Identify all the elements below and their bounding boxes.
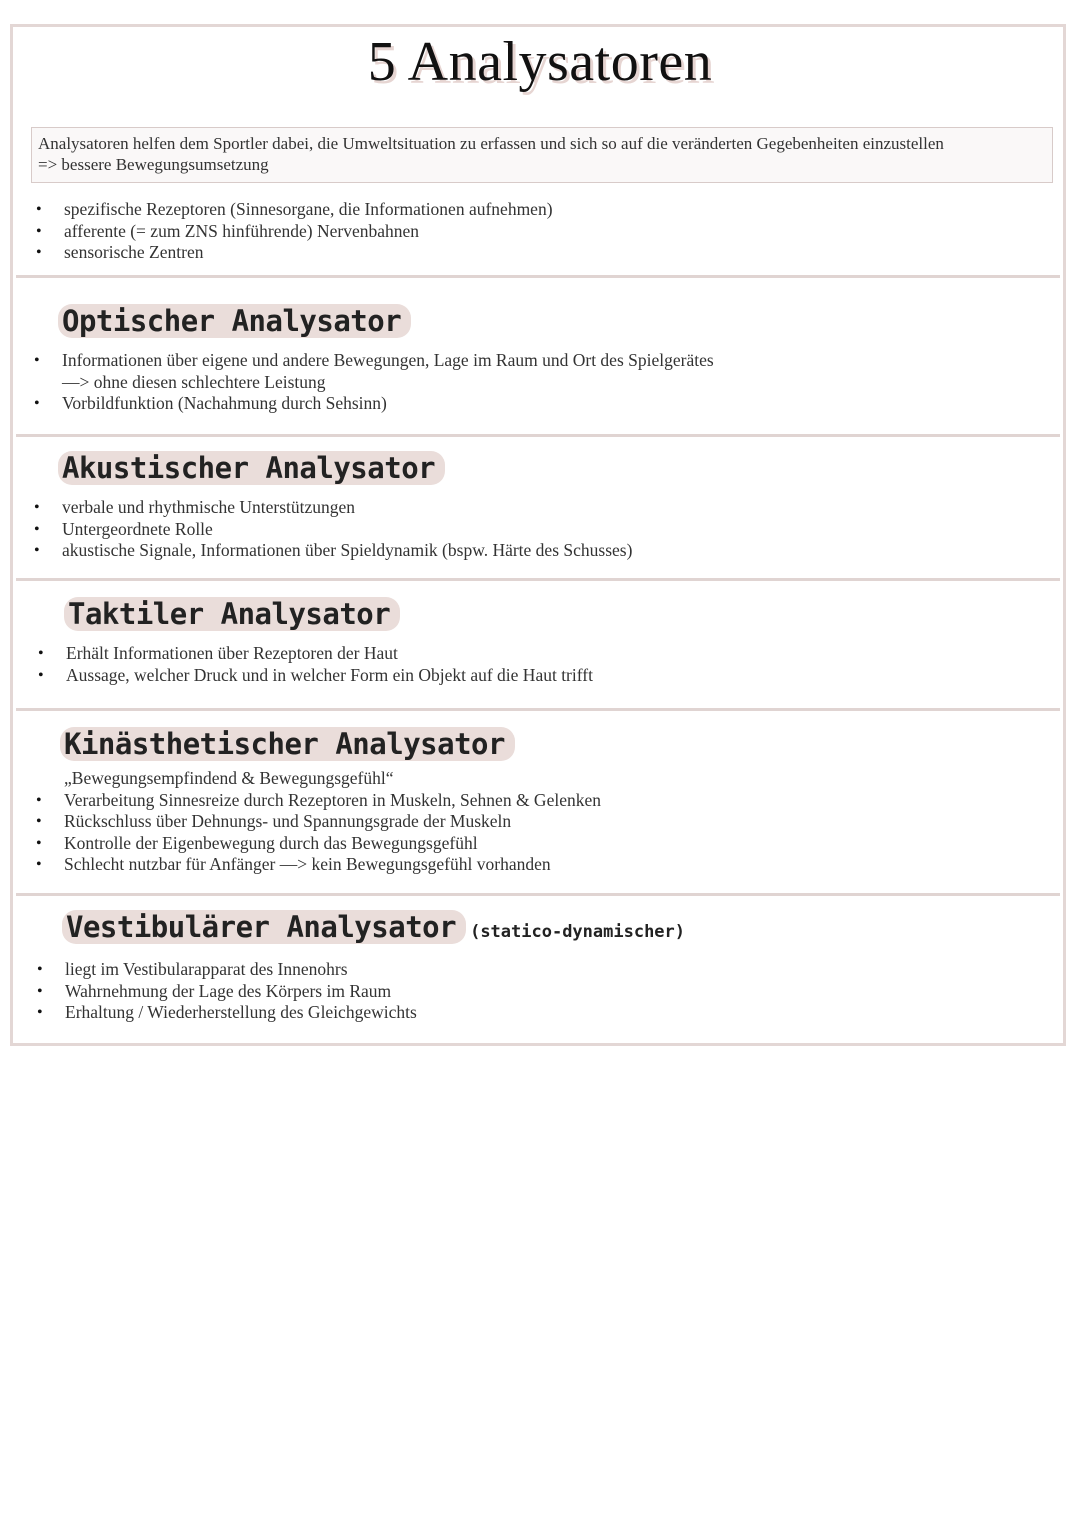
heading-label: Optischer Analysator	[58, 304, 411, 338]
list-item: • sensorische Zentren	[36, 242, 553, 264]
list-item: „Bewegungsempfindend & Bewegungsgefühl“	[64, 768, 394, 788]
list-item: • Informationen über eigene und andere Bewegungen, Lage im Raum und Ort des Spielgerätes	[34, 350, 714, 372]
list-item: • Erhält Informationen über Rezeptoren der Haut	[38, 643, 593, 665]
section-divider	[16, 275, 1060, 278]
optisch-list	[34, 350, 714, 415]
list-item: • Erhaltung / Wiederherstellung des Gleichgewichts	[37, 1002, 417, 1024]
akustisch-list	[34, 497, 632, 562]
list-item: • Aussage, welcher Druck und in welcher Form ein Objekt auf die Haut trifft	[38, 665, 593, 687]
heading-label: Akustischer Analysator	[58, 451, 445, 485]
section-heading-optisch	[58, 304, 411, 338]
list-item: • Wahrnehmung der Lage des Körpers im Raum	[37, 981, 417, 1003]
list-item: • Untergeordnete Rolle	[34, 519, 632, 541]
kinaesthetisch-list	[36, 768, 601, 876]
heading-subtitle: (statico-dynamischer)	[470, 922, 686, 942]
list-item: • Verarbeitung Sinnesreize durch Rezeptoren in Muskeln, Sehnen & Gelenken	[36, 790, 601, 812]
intro-line-1: Analysatoren helfen dem Sportler dabei, die Umweltsituation zu erfassen und sich so auf die veränderten Gegebenheiten einzustellen	[38, 134, 944, 153]
section-heading-vestibulaer	[62, 910, 685, 944]
list-item: • Rückschluss über Dehnungs- und Spannungsgrade der Muskeln	[36, 811, 601, 833]
list-item: • spezifische Rezeptoren (Sinnesorgane, die Informationen aufnehmen)	[36, 199, 553, 221]
list-item: • Schlecht nutzbar für Anfänger —> kein Bewegungsgefühl vorhanden	[36, 854, 601, 876]
heading-label: Kinästhetischer Analysator	[60, 727, 515, 761]
list-item: • liegt im Vestibularapparat des Innenohrs	[37, 959, 417, 981]
section-divider	[16, 578, 1060, 581]
list-item: • Vorbildfunktion (Nachahmung durch Sehsinn)	[34, 393, 714, 415]
section-heading-kinaesthetisch	[60, 727, 515, 761]
list-item: • verbale und rhythmische Unterstützungen	[34, 497, 632, 519]
list-item: —> ohne diesen schlechtere Leistung	[62, 371, 326, 392]
intro-line-2: => bessere Bewegungsumsetzung	[38, 155, 269, 174]
section-divider	[16, 893, 1060, 896]
section-heading-akustisch	[58, 451, 445, 485]
list-item: • akustische Signale, Informationen über Spieldynamik (bspw. Härte des Schusses)	[34, 540, 632, 562]
page-title: 5 Analysatoren	[367, 31, 713, 93]
list-item: • afferente (= zum ZNS hinführende) Nervenbahnen	[36, 221, 553, 243]
heading-label: Vestibulärer Analysator	[62, 910, 466, 944]
components-list	[36, 199, 553, 264]
vestibulaer-list	[37, 959, 417, 1024]
intro-box	[31, 127, 1053, 183]
heading-label: Taktiler Analysator	[64, 597, 400, 631]
section-heading-taktil	[64, 597, 400, 631]
section-divider	[16, 708, 1060, 711]
taktil-list	[38, 643, 593, 686]
list-item: • Kontrolle der Eigenbewegung durch das Bewegungsgefühl	[36, 833, 601, 855]
section-divider	[16, 434, 1060, 437]
